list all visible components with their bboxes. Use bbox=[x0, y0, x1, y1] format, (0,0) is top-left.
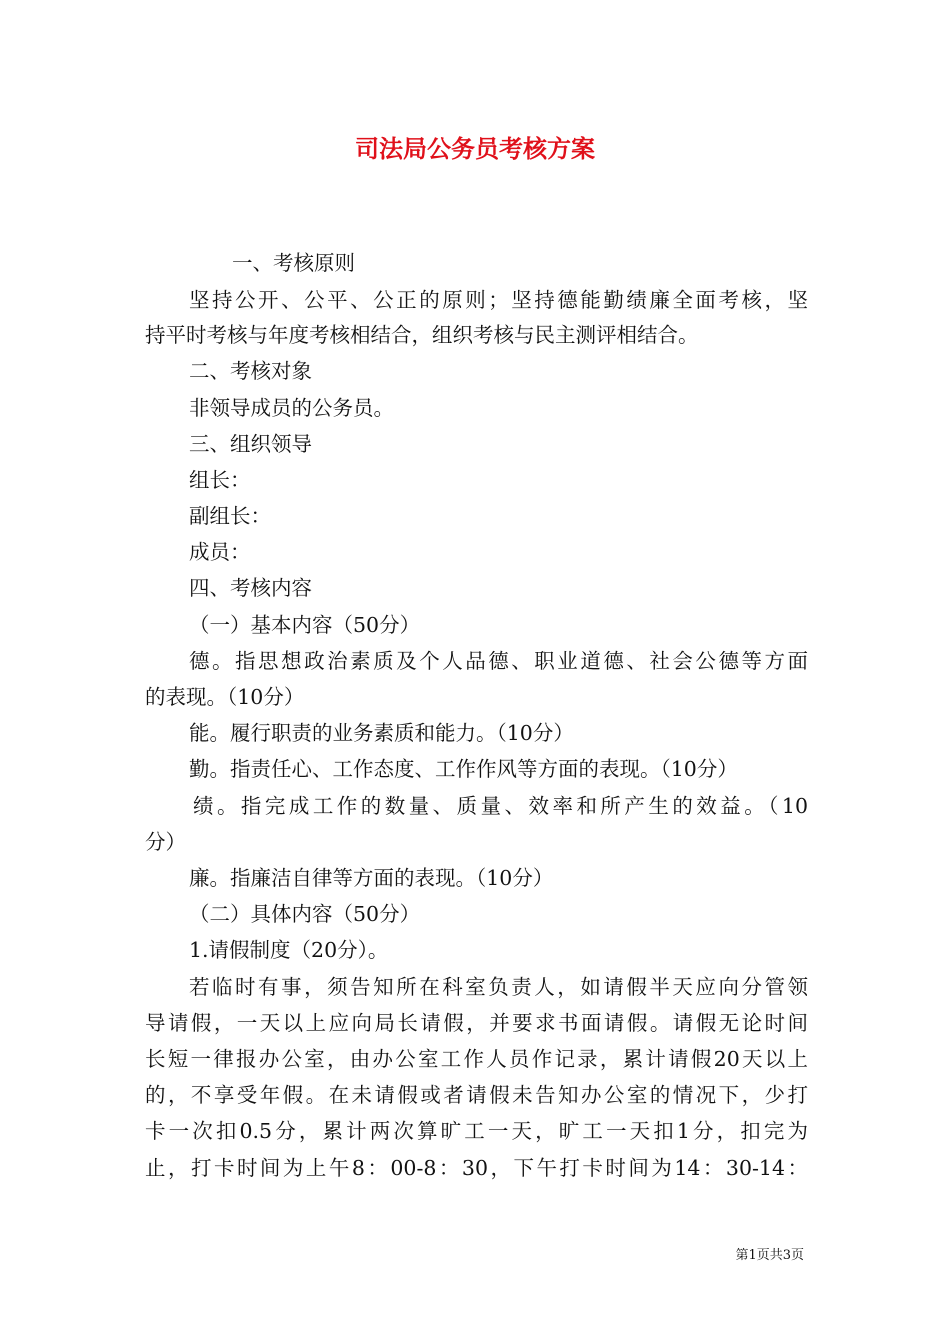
paragraph-line: 德。指思想政治素质及个人品德、职业道德、社会公德等方面 bbox=[189, 649, 808, 673]
paragraph-line: 副组长： bbox=[189, 504, 271, 528]
paragraph-line: 的，不享受年假。在未请假或者请假未告知办公室的情况下，少打 bbox=[145, 1083, 808, 1107]
paragraph-line: 坚持公开、公平、公正的原则；坚持德能勤绩廉全面考核，坚 bbox=[189, 288, 808, 312]
paragraph-line: 勤。指责任心、工作态度、工作作风等方面的表现。（10分） bbox=[189, 757, 738, 781]
paragraph-line: 导请假，一天以上应向局长请假，并要求书面请假。请假无论时间 bbox=[145, 1011, 808, 1035]
page-indicator: 第1页共3页 bbox=[735, 1248, 804, 1263]
section-heading: 四、考核内容 bbox=[189, 576, 312, 600]
paragraph-line: 的表现。（10分） bbox=[145, 685, 305, 709]
paragraph-line: 持平时考核与年度考核相结合，组织考核与民主测评相结合。 bbox=[145, 323, 699, 347]
subsection-heading: （一）基本内容（50分） bbox=[189, 613, 421, 637]
paragraph-line: 成员： bbox=[189, 540, 251, 564]
subsection-heading: （二）具体内容（50分） bbox=[189, 902, 421, 926]
paragraph-line: 组长： bbox=[189, 468, 251, 492]
paragraph-line: 非领导成员的公务员。 bbox=[189, 396, 394, 420]
paragraph-line: 分） bbox=[145, 830, 186, 854]
section-heading: 二、考核对象 bbox=[189, 359, 312, 383]
item-heading: 1.请假制度（20分）。 bbox=[189, 938, 389, 962]
paragraph-line: 绩。指完成工作的数量、质量、效率和所产生的效益。（10 bbox=[193, 794, 808, 818]
paragraph-line: 卡一次扣0.5分，累计两次算旷工一天，旷工一天扣1分，扣完为 bbox=[145, 1119, 808, 1143]
paragraph-line: 止，打卡时间为上午8：00-8：30，下午打卡时间为14：30-14： bbox=[145, 1156, 808, 1180]
document-title: 司法局公务员考核方案 bbox=[355, 134, 595, 163]
paragraph-line: 廉。指廉洁自律等方面的表现。（10分） bbox=[189, 866, 554, 890]
section-heading: 三、组织领导 bbox=[189, 432, 312, 456]
paragraph-line: 能。履行职责的业务素质和能力。（10分） bbox=[189, 721, 574, 745]
section-heading: 一、考核原则 bbox=[232, 251, 355, 275]
paragraph-line: 长短一律报办公室，由办公室工作人员作记录，累计请假20天以上 bbox=[145, 1047, 808, 1071]
paragraph-line: 若临时有事，须告知所在科室负责人，如请假半天应向分管领 bbox=[189, 975, 808, 999]
